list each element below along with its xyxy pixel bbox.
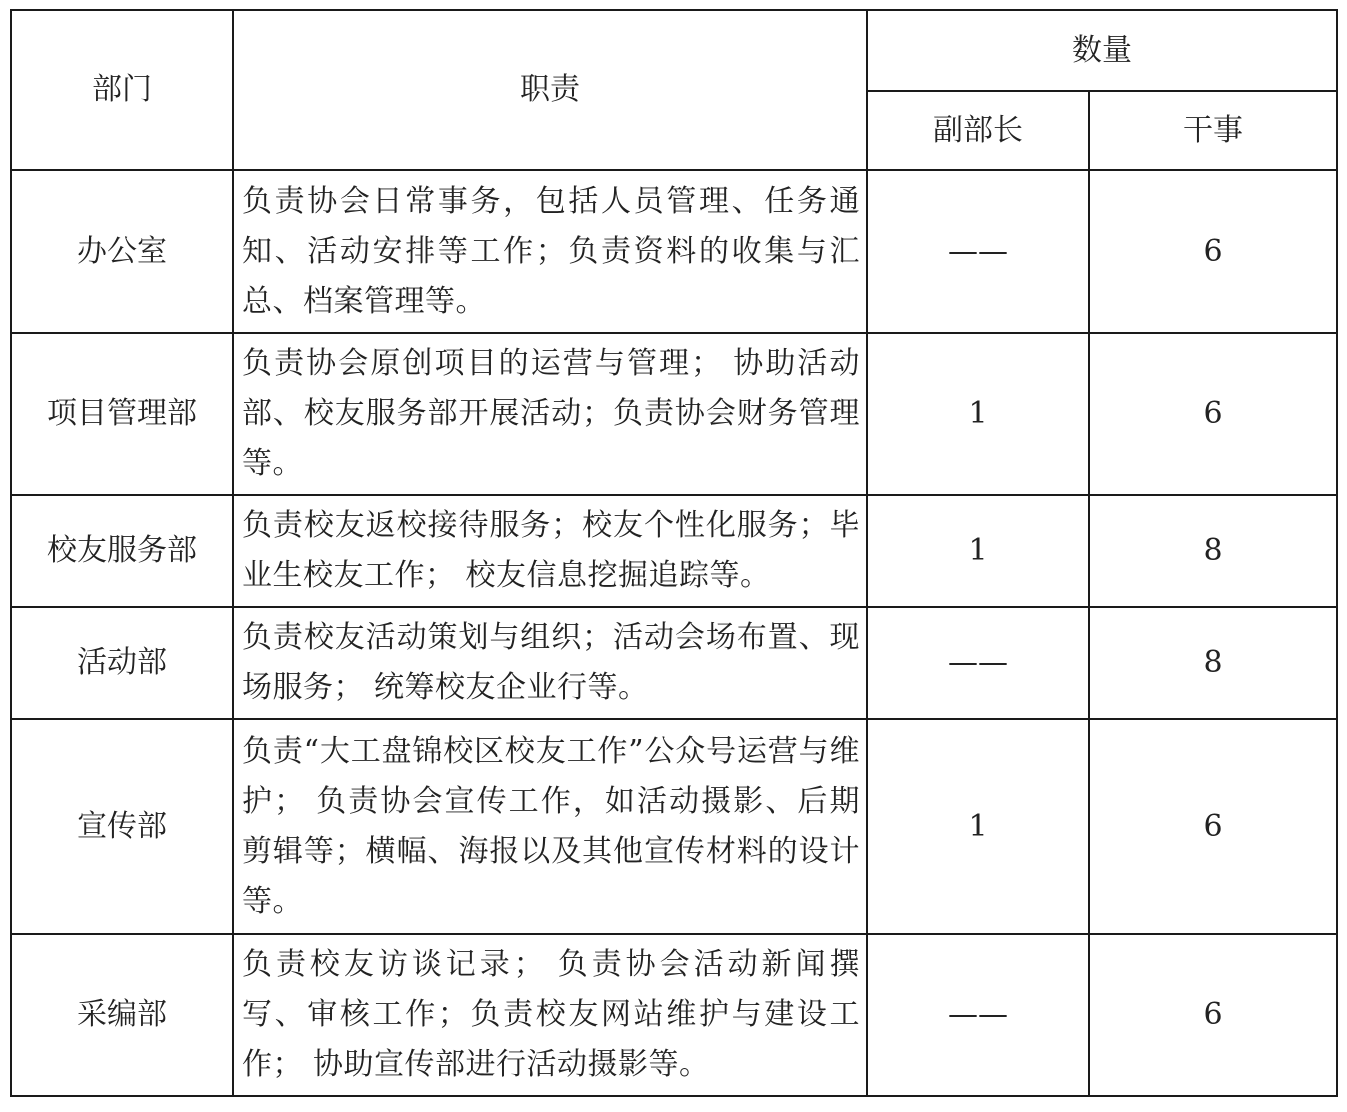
duty-cell: 负责协会原创项目的运营与管理； 协助活动部、校友服务部开展活动；负责协会财务管理等。 [233, 333, 867, 495]
duty-cell: 负责校友访谈记录； 负责协会活动新闻撰写、审核工作；负责校友网站维护与建设工作； 协助宣传部进行活动摄影等。 [233, 934, 867, 1096]
deputy-count-cell: —— [867, 607, 1089, 719]
table-row [11, 934, 1337, 1096]
header-quantity: 数量 [867, 10, 1337, 91]
header-staff: 干事 [1089, 91, 1337, 170]
department-cell: 活动部 [11, 607, 233, 719]
table-row [11, 495, 1337, 607]
duty-cell: 负责协会日常事务，包括人员管理、任务通知、活动安排等工作；负责资料的收集与汇总、档案管理等。 [233, 170, 867, 333]
header-department: 部门 [11, 10, 233, 170]
deputy-count-cell: —— [867, 934, 1089, 1096]
deputy-count-cell: —— [867, 170, 1089, 333]
department-cell: 采编部 [11, 934, 233, 1096]
staff-count-cell: 8 [1089, 495, 1337, 607]
table-row [11, 333, 1337, 495]
deputy-count-cell: 1 [867, 333, 1089, 495]
staff-count-cell: 6 [1089, 934, 1337, 1096]
department-cell: 办公室 [11, 170, 233, 333]
duty-cell: 负责“大工盘锦校区校友工作”公众号运营与维护； 负责协会宣传工作，如活动摄影、后期剪辑等；横幅、海报以及其他宣传材料的设计等。 [233, 719, 867, 934]
header-duty: 职责 [233, 10, 867, 170]
table-row [11, 607, 1337, 719]
deputy-count-cell: 1 [867, 719, 1089, 934]
staff-count-cell: 6 [1089, 333, 1337, 495]
department-cell: 校友服务部 [11, 495, 233, 607]
staff-count-cell: 8 [1089, 607, 1337, 719]
deputy-count-cell: 1 [867, 495, 1089, 607]
table-row [11, 719, 1337, 934]
duty-cell: 负责校友返校接待服务；校友个性化服务；毕业生校友工作； 校友信息挖掘追踪等。 [233, 495, 867, 607]
table-row [11, 170, 1337, 333]
department-table [10, 9, 1338, 1097]
header-deputy: 副部长 [867, 91, 1089, 170]
department-cell: 宣传部 [11, 719, 233, 934]
staff-count-cell: 6 [1089, 170, 1337, 333]
duty-cell: 负责校友活动策划与组织；活动会场布置、现场服务； 统筹校友企业行等。 [233, 607, 867, 719]
header-row [11, 10, 1337, 91]
staff-count-cell: 6 [1089, 719, 1337, 934]
department-cell: 项目管理部 [11, 333, 233, 495]
